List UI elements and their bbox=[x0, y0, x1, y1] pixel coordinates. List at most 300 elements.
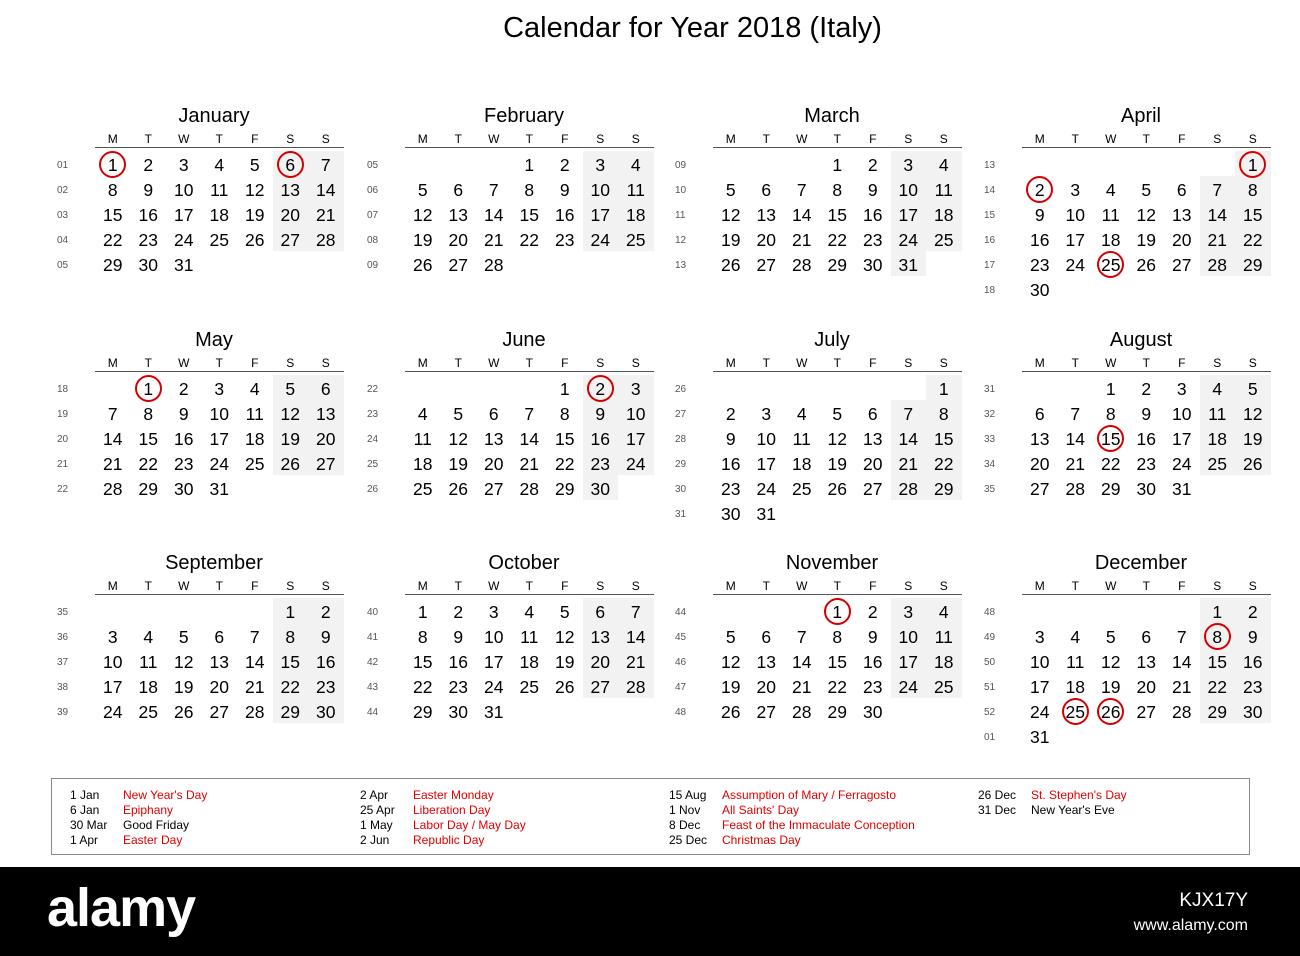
day-cell: 26 bbox=[1136, 255, 1156, 275]
week-number: 18 bbox=[57, 384, 69, 395]
week-row bbox=[330, 377, 660, 402]
weekday-label: T bbox=[762, 579, 770, 593]
week-number: 04 bbox=[57, 235, 69, 246]
day-cell: 24 bbox=[1030, 702, 1050, 722]
day-cell: 11 bbox=[139, 652, 158, 672]
day-cell: 7 bbox=[107, 404, 118, 424]
week-number: 01 bbox=[57, 160, 69, 171]
day-cell: 13 bbox=[484, 429, 504, 449]
week-number: 51 bbox=[984, 682, 996, 693]
week-number: 44 bbox=[367, 707, 379, 718]
day-cell: 12 bbox=[555, 627, 575, 647]
day-cell: 2 bbox=[725, 404, 736, 424]
day-cell: 28 bbox=[1172, 702, 1192, 722]
legend-item bbox=[360, 818, 660, 833]
day-cell: 7 bbox=[320, 155, 331, 175]
day-cell: 23 bbox=[590, 454, 610, 474]
day-cell: 28 bbox=[1207, 255, 1227, 275]
day-cell: 4 bbox=[1070, 627, 1081, 647]
week-number: 11 bbox=[675, 210, 686, 221]
week-number: 40 bbox=[367, 607, 379, 618]
holiday-date: 6 Jan bbox=[70, 803, 100, 817]
day-cell: 29 bbox=[138, 479, 158, 499]
day-cell: 23 bbox=[721, 479, 741, 499]
holiday-date: 8 Dec bbox=[669, 818, 701, 832]
day-cell: 13 bbox=[1136, 652, 1156, 672]
day-cell: 14 bbox=[103, 429, 123, 449]
day-cell: 25 bbox=[934, 677, 954, 697]
month-name: May bbox=[195, 329, 233, 351]
day-cell: 22 bbox=[1207, 677, 1227, 697]
week-number: 15 bbox=[984, 210, 996, 221]
day-cell: 29 bbox=[827, 255, 847, 275]
day-cell: 13 bbox=[1030, 429, 1050, 449]
week-row bbox=[947, 203, 1277, 228]
day-cell: 22 bbox=[519, 230, 539, 250]
day-cell: 21 bbox=[245, 677, 265, 697]
day-cell: 26 bbox=[721, 702, 741, 722]
week-number: 05 bbox=[367, 160, 379, 171]
week-number: 28 bbox=[675, 434, 687, 445]
day-cell: 3 bbox=[488, 602, 499, 622]
day-cell: 27 bbox=[280, 230, 300, 250]
day-cell: 26 bbox=[827, 479, 847, 499]
week-row bbox=[638, 675, 968, 700]
week-number: 02 bbox=[57, 185, 69, 196]
day-cell: 14 bbox=[316, 180, 336, 200]
week-row bbox=[947, 675, 1277, 700]
week-number: 08 bbox=[367, 235, 379, 246]
month-name: September bbox=[165, 552, 263, 574]
day-cell: 31 bbox=[1172, 479, 1192, 499]
day-cell: 24 bbox=[174, 230, 194, 250]
day-cell: 1 bbox=[143, 379, 154, 399]
weekday-label: T bbox=[215, 579, 223, 593]
day-cell: 5 bbox=[1141, 180, 1152, 200]
week-row bbox=[947, 650, 1277, 675]
day-cell: 5 bbox=[832, 404, 843, 424]
day-cell: 19 bbox=[245, 205, 265, 225]
legend-item bbox=[978, 788, 1278, 803]
weekday-label: S bbox=[321, 132, 330, 146]
day-cell: 24 bbox=[590, 230, 610, 250]
day-cell: 26 bbox=[245, 230, 265, 250]
weekday-header bbox=[405, 132, 654, 148]
day-cell: 5 bbox=[725, 180, 736, 200]
holiday-date: 15 Aug bbox=[669, 788, 707, 802]
month-4 bbox=[20, 329, 336, 544]
day-cell: 6 bbox=[867, 404, 878, 424]
day-cell: 30 bbox=[721, 504, 741, 524]
day-cell: 5 bbox=[178, 627, 189, 647]
day-cell: 3 bbox=[107, 627, 118, 647]
week-row bbox=[947, 377, 1277, 402]
weekday-label: M bbox=[1034, 356, 1045, 370]
day-cell: 4 bbox=[1105, 180, 1116, 200]
week-row bbox=[638, 228, 968, 253]
day-cell: 18 bbox=[245, 429, 265, 449]
day-cell: 18 bbox=[519, 652, 539, 672]
day-cell: 11 bbox=[934, 627, 953, 647]
week-number: 29 bbox=[675, 459, 687, 470]
day-cell: 8 bbox=[524, 180, 535, 200]
day-cell: 20 bbox=[1172, 230, 1192, 250]
week-row bbox=[20, 153, 350, 178]
weekday-label: F bbox=[561, 132, 569, 146]
day-cell: 6 bbox=[595, 602, 606, 622]
day-cell: 29 bbox=[1207, 702, 1227, 722]
weekday-header bbox=[713, 579, 962, 595]
day-cell: 12 bbox=[1243, 404, 1263, 424]
day-cell: 10 bbox=[626, 404, 646, 424]
month-0 bbox=[20, 105, 336, 320]
week-row bbox=[20, 203, 350, 228]
day-cell: 24 bbox=[209, 454, 229, 474]
holiday-name: Liberation Day bbox=[413, 803, 491, 817]
day-cell: 25 bbox=[413, 479, 433, 499]
weekday-label: F bbox=[869, 356, 877, 370]
day-cell: 22 bbox=[934, 454, 954, 474]
week-row bbox=[638, 650, 968, 675]
day-cell: 18 bbox=[792, 454, 812, 474]
week-row bbox=[330, 600, 660, 625]
day-cell: 16 bbox=[138, 205, 158, 225]
day-cell: 17 bbox=[1172, 429, 1192, 449]
week-number: 48 bbox=[984, 607, 996, 618]
day-cell: 31 bbox=[756, 504, 776, 524]
weekday-label: T bbox=[1071, 579, 1079, 593]
day-cell: 30 bbox=[316, 702, 336, 722]
week-row bbox=[947, 402, 1277, 427]
day-cell: 15 bbox=[1207, 652, 1227, 672]
week-number: 49 bbox=[984, 632, 996, 643]
weekday-label: S bbox=[904, 356, 913, 370]
day-cell: 16 bbox=[590, 429, 610, 449]
day-cell: 16 bbox=[448, 652, 468, 672]
day-cell: 8 bbox=[417, 627, 428, 647]
day-cell: 2 bbox=[867, 155, 878, 175]
day-cell: 9 bbox=[559, 180, 570, 200]
day-cell: 22 bbox=[827, 677, 847, 697]
holiday-name: Easter Monday bbox=[413, 788, 494, 802]
week-row bbox=[330, 477, 660, 502]
day-cell: 12 bbox=[245, 180, 265, 200]
day-cell: 27 bbox=[863, 479, 883, 499]
day-cell: 21 bbox=[792, 677, 812, 697]
watermark-footer bbox=[0, 867, 1300, 956]
day-cell: 6 bbox=[1176, 180, 1187, 200]
week-row bbox=[947, 178, 1277, 203]
day-cell: 4 bbox=[938, 155, 949, 175]
day-cell: 20 bbox=[1136, 677, 1156, 697]
day-cell: 5 bbox=[1247, 379, 1258, 399]
day-cell: 25 bbox=[1101, 255, 1121, 275]
week-row bbox=[20, 178, 350, 203]
holiday-circle bbox=[1062, 698, 1089, 725]
day-cell: 27 bbox=[756, 702, 776, 722]
day-cell: 27 bbox=[1172, 255, 1192, 275]
day-cell: 22 bbox=[138, 454, 158, 474]
month-name: March bbox=[804, 105, 860, 127]
day-cell: 6 bbox=[214, 627, 225, 647]
weekday-label: F bbox=[251, 356, 259, 370]
day-cell: 29 bbox=[934, 479, 954, 499]
day-cell: 24 bbox=[626, 454, 646, 474]
day-cell: 15 bbox=[1101, 429, 1121, 449]
week-row bbox=[638, 377, 968, 402]
day-cell: 27 bbox=[1136, 702, 1156, 722]
day-cell: 26 bbox=[448, 479, 468, 499]
day-cell: 15 bbox=[519, 205, 539, 225]
day-cell: 25 bbox=[1207, 454, 1227, 474]
day-cell: 20 bbox=[484, 454, 504, 474]
day-cell: 8 bbox=[1212, 627, 1223, 647]
holiday-date: 1 Nov bbox=[669, 803, 701, 817]
day-cell: 19 bbox=[280, 429, 300, 449]
week-number: 26 bbox=[367, 484, 379, 495]
weekday-label: M bbox=[107, 356, 118, 370]
weekday-header bbox=[713, 132, 962, 148]
day-cell: 27 bbox=[1030, 479, 1050, 499]
day-cell: 14 bbox=[792, 205, 812, 225]
day-cell: 27 bbox=[316, 454, 336, 474]
day-cell: 11 bbox=[792, 429, 811, 449]
day-cell: 15 bbox=[413, 652, 433, 672]
day-cell: 13 bbox=[590, 627, 610, 647]
day-cell: 28 bbox=[245, 702, 265, 722]
day-cell: 12 bbox=[174, 652, 194, 672]
day-cell: 9 bbox=[1247, 627, 1258, 647]
day-cell: 10 bbox=[590, 180, 610, 200]
day-cell: 14 bbox=[1207, 205, 1227, 225]
legend-column bbox=[978, 788, 1278, 818]
day-cell: 15 bbox=[138, 429, 158, 449]
day-cell: 21 bbox=[519, 454, 539, 474]
week-number: 22 bbox=[57, 484, 69, 495]
week-number: 42 bbox=[367, 657, 379, 668]
day-cell: 28 bbox=[519, 479, 539, 499]
week-number: 13 bbox=[984, 160, 996, 171]
day-cell: 8 bbox=[1247, 180, 1258, 200]
day-cell: 2 bbox=[143, 155, 154, 175]
day-cell: 7 bbox=[1176, 627, 1187, 647]
day-cell: 4 bbox=[143, 627, 154, 647]
week-number: 18 bbox=[984, 285, 996, 296]
weekday-label: S bbox=[939, 579, 948, 593]
weekday-label: T bbox=[454, 356, 462, 370]
holiday-date: 30 Mar bbox=[70, 818, 108, 832]
month-3 bbox=[947, 105, 1263, 320]
day-cell: 30 bbox=[590, 479, 610, 499]
day-cell: 3 bbox=[761, 404, 772, 424]
weekday-label: S bbox=[939, 132, 948, 146]
holiday-date: 25 Dec bbox=[669, 833, 708, 847]
week-row bbox=[947, 427, 1277, 452]
weekday-label: T bbox=[1142, 356, 1150, 370]
holiday-date: 2 Jun bbox=[360, 833, 390, 847]
weekday-label: M bbox=[1034, 132, 1045, 146]
day-cell: 26 bbox=[174, 702, 194, 722]
week-row bbox=[20, 675, 350, 700]
weekday-label: S bbox=[631, 132, 640, 146]
holiday-name: Epiphany bbox=[123, 803, 174, 817]
week-number: 36 bbox=[57, 632, 69, 643]
week-number: 06 bbox=[367, 185, 379, 196]
day-cell: 1 bbox=[832, 155, 843, 175]
day-cell: 10 bbox=[756, 429, 776, 449]
day-cell: 10 bbox=[484, 627, 504, 647]
day-cell: 15 bbox=[1243, 205, 1263, 225]
day-cell: 24 bbox=[103, 702, 123, 722]
day-cell: 22 bbox=[827, 230, 847, 250]
week-number: 35 bbox=[57, 607, 69, 618]
week-number: 41 bbox=[367, 632, 379, 643]
day-cell: 27 bbox=[209, 702, 229, 722]
day-cell: 24 bbox=[898, 677, 918, 697]
day-cell: 16 bbox=[174, 429, 194, 449]
week-row bbox=[947, 253, 1277, 278]
day-cell: 8 bbox=[143, 404, 154, 424]
weekday-header bbox=[1022, 132, 1271, 148]
day-cell: 3 bbox=[214, 379, 225, 399]
day-cell: 2 bbox=[453, 602, 464, 622]
weekday-label: S bbox=[321, 356, 330, 370]
day-cell: 28 bbox=[484, 255, 504, 275]
holiday-date: 31 Dec bbox=[978, 803, 1017, 817]
day-cell: 20 bbox=[280, 205, 300, 225]
week-number: 03 bbox=[57, 210, 69, 221]
weekday-label: F bbox=[251, 132, 259, 146]
day-cell: 4 bbox=[938, 602, 949, 622]
legend-item bbox=[70, 788, 370, 803]
day-cell: 27 bbox=[448, 255, 468, 275]
day-cell: 23 bbox=[555, 230, 575, 250]
day-cell: 25 bbox=[792, 479, 812, 499]
week-row bbox=[638, 153, 968, 178]
month-name: April bbox=[1120, 105, 1161, 127]
legend-item bbox=[978, 803, 1278, 818]
week-number: 46 bbox=[675, 657, 687, 668]
day-cell: 23 bbox=[448, 677, 468, 697]
day-cell: 28 bbox=[898, 479, 918, 499]
day-cell: 7 bbox=[488, 180, 499, 200]
day-cell: 2 bbox=[178, 379, 189, 399]
weekday-label: S bbox=[631, 356, 640, 370]
week-row bbox=[330, 427, 660, 452]
day-cell: 8 bbox=[832, 627, 843, 647]
day-cell: 27 bbox=[590, 677, 610, 697]
weekday-label: M bbox=[417, 579, 428, 593]
weekday-label: M bbox=[725, 579, 736, 593]
weekday-label: S bbox=[1248, 356, 1257, 370]
day-cell: 29 bbox=[1101, 479, 1121, 499]
week-number: 16 bbox=[984, 235, 996, 246]
week-number: 05 bbox=[57, 260, 69, 271]
weekday-label: S bbox=[1213, 356, 1222, 370]
week-row bbox=[947, 477, 1277, 502]
day-cell: 29 bbox=[103, 255, 123, 275]
weekday-label: T bbox=[525, 579, 533, 593]
day-cell: 9 bbox=[178, 404, 189, 424]
day-cell: 11 bbox=[626, 180, 645, 200]
week-number: 27 bbox=[675, 409, 687, 420]
day-cell: 29 bbox=[413, 702, 433, 722]
day-cell: 10 bbox=[898, 180, 918, 200]
day-cell: 29 bbox=[827, 702, 847, 722]
day-cell: 18 bbox=[209, 205, 229, 225]
month-name: December bbox=[1094, 552, 1188, 574]
day-cell: 4 bbox=[796, 404, 807, 424]
month-1 bbox=[330, 105, 646, 320]
day-cell: 3 bbox=[903, 602, 914, 622]
day-cell: 12 bbox=[721, 205, 741, 225]
day-cell: 7 bbox=[524, 404, 535, 424]
day-cell: 22 bbox=[555, 454, 575, 474]
day-cell: 21 bbox=[103, 454, 123, 474]
holiday-name: Labor Day / May Day bbox=[413, 818, 526, 832]
day-cell: 25 bbox=[626, 230, 646, 250]
week-number: 30 bbox=[675, 484, 687, 495]
weekday-label: S bbox=[286, 579, 295, 593]
week-number: 38 bbox=[57, 682, 69, 693]
week-row bbox=[947, 725, 1277, 750]
month-8 bbox=[20, 552, 336, 767]
day-cell: 18 bbox=[934, 652, 954, 672]
day-cell: 14 bbox=[626, 627, 646, 647]
week-row bbox=[330, 253, 660, 278]
weekday-label: W bbox=[178, 356, 190, 370]
day-cell: 23 bbox=[174, 454, 194, 474]
day-cell: 30 bbox=[863, 702, 883, 722]
day-cell: 14 bbox=[245, 652, 265, 672]
day-cell: 22 bbox=[280, 677, 300, 697]
week-number: 31 bbox=[675, 509, 687, 520]
weekday-label: F bbox=[251, 579, 259, 593]
day-cell: 7 bbox=[903, 404, 914, 424]
legend-item bbox=[669, 818, 969, 833]
week-number: 26 bbox=[675, 384, 687, 395]
day-cell: 31 bbox=[209, 479, 229, 499]
day-cell: 23 bbox=[316, 677, 336, 697]
week-row bbox=[330, 700, 660, 725]
weekday-label: F bbox=[1178, 579, 1186, 593]
day-cell: 27 bbox=[484, 479, 504, 499]
day-cell: 2 bbox=[320, 602, 331, 622]
day-cell: 2 bbox=[1141, 379, 1152, 399]
day-cell: 19 bbox=[1243, 429, 1263, 449]
day-cell: 20 bbox=[756, 677, 776, 697]
holiday-circle bbox=[587, 375, 614, 402]
weekday-label: T bbox=[833, 132, 841, 146]
day-cell: 1 bbox=[938, 379, 949, 399]
weekday-header bbox=[1022, 579, 1271, 595]
week-number: 14 bbox=[984, 185, 996, 196]
day-cell: 31 bbox=[1030, 727, 1050, 747]
day-cell: 13 bbox=[863, 429, 883, 449]
weekday-header bbox=[95, 132, 344, 148]
day-cell: 13 bbox=[756, 205, 776, 225]
day-cell: 25 bbox=[138, 702, 158, 722]
day-cell: 23 bbox=[863, 230, 883, 250]
day-cell: 28 bbox=[626, 677, 646, 697]
day-cell: 21 bbox=[792, 230, 812, 250]
weekday-label: W bbox=[488, 356, 500, 370]
day-cell: 31 bbox=[484, 702, 504, 722]
holiday-name: Republic Day bbox=[413, 833, 485, 847]
week-row bbox=[20, 625, 350, 650]
day-cell: 17 bbox=[898, 652, 918, 672]
weekday-label: T bbox=[454, 579, 462, 593]
